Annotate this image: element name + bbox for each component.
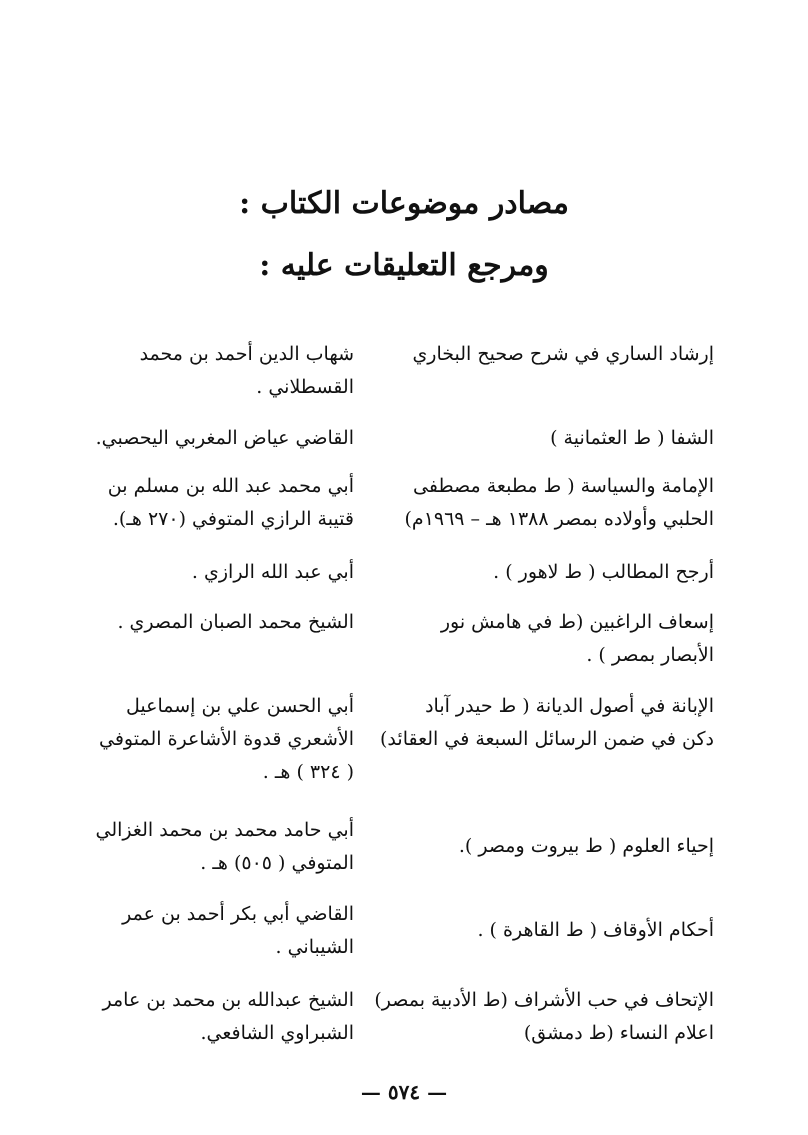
source-title-line: الإبانة في أصول الديانة ( ط حيدر آباد (425, 695, 714, 717)
source-title (364, 830, 714, 863)
source-title (364, 984, 714, 1050)
source-title-line: إرشاد الساري في شرح صحيح البخاري (412, 343, 714, 365)
source-title (364, 470, 714, 536)
source-author-line: قتيبة الرازي المتوفي (٢٧٠ هـ). (112, 508, 354, 530)
source-title-line: الإمامة والسياسة ( ط مطبعة مصطفى (413, 475, 714, 497)
source-title-line: الإتحاف في حب الأشراف (ط الأدبية بمصر) (374, 989, 714, 1011)
source-title-line: إسعاف الراغبين (ط في هامش نور (440, 611, 714, 633)
source-author (6, 690, 354, 789)
source-author (6, 898, 354, 964)
source-author-line: شهاب الدين أحمد بن محمد (139, 343, 354, 365)
page-number: — ٥٧٤ — (360, 1080, 448, 1104)
source-title (364, 690, 714, 756)
source-author-line: الشبراوي الشافعي. (200, 1022, 354, 1044)
source-author-line: الشيباني . (275, 936, 354, 958)
source-title-line: الشفا ( ط العثمانية ) (550, 427, 714, 449)
source-title-line: أرجح المطالب ( ط لاهور ) . (493, 561, 714, 583)
source-title (364, 606, 714, 672)
source-author-line: الشيخ عبدالله بن محمد بن عامر (102, 989, 354, 1011)
source-author (6, 606, 354, 639)
source-author-line: الأشعري قدوة الأشاعرة المتوفي (99, 728, 354, 750)
source-title (364, 556, 714, 589)
sources-list (0, 338, 808, 1078)
page-subtitle: ومرجع التعليقات عليه : (259, 248, 549, 283)
source-title (364, 338, 714, 371)
page-title: مصادر موضوعات الكتاب : (239, 186, 569, 221)
source-author (6, 422, 354, 455)
source-title-line: دكن في ضمن الرسائل السبعة في العقائد) (380, 728, 714, 750)
source-title (364, 422, 714, 455)
source-author-line: المتوفي ( ٥٠٥) هـ . (200, 852, 354, 874)
source-title (364, 914, 714, 947)
source-author-line: القاضي أبي بكر أحمد بن عمر (122, 903, 354, 925)
source-title-line: أحكام الأوقاف ( ط القاهرة ) . (477, 919, 714, 941)
source-author (6, 984, 354, 1050)
source-author-line: أبي حامد محمد بن محمد الغزالي (95, 819, 354, 841)
source-author (6, 814, 354, 880)
source-author (6, 556, 354, 589)
source-author (6, 470, 354, 536)
source-author-line: ( ٣٢٤ ) هـ . (262, 761, 354, 783)
source-title-line: اعلام النساء (ط دمشق) (523, 1022, 714, 1044)
source-title-line: الأبصار بمصر ) . (586, 644, 714, 666)
source-author-line: أبي عبد الله الرازي . (191, 561, 354, 583)
source-author-line: أبي الحسن علي بن إسماعيل (126, 695, 354, 717)
source-author-line: القاضي عياض المغربي اليحصبي. (95, 427, 354, 449)
source-author (6, 338, 354, 404)
source-author-line: الشيخ محمد الصبان المصري . (117, 611, 354, 633)
source-author-line: القسطلاني . (256, 376, 354, 398)
source-title-line: الحلبي وأولاده بمصر ١٣٨٨ هـ – ١٩٦٩م) (404, 508, 714, 530)
source-title-line: إحياء العلوم ( ط بيروت ومصر ). (458, 835, 714, 857)
source-author-line: أبي محمد عبد الله بن مسلم بن (107, 475, 354, 497)
